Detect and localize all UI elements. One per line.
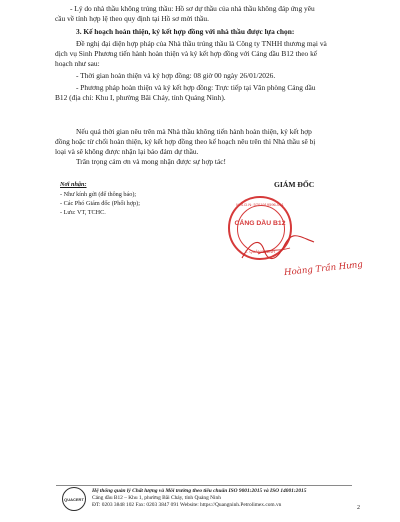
time-line: - Thời gian hoàn thiện và ký hợp đồng: 08 giờ 00 ngày 26/01/2026. [76, 71, 276, 80]
paragraph-line: loại và sẽ không được nhận lại bảo đảm dự thầu. [55, 147, 199, 156]
thanks-line: Trân trọng cảm ơn và mong nhận được sự hợp tác! [76, 157, 227, 166]
page-number: 2 [357, 505, 360, 511]
footer-divider [56, 485, 352, 486]
footer-address: Cảng dầu B12 – Khu 1, phường Bãi Cháy, tỉnh Quảng Ninh [92, 495, 221, 501]
reason-line-2: cầu về tính hợp lệ theo quy định tại Hồ sơ mời thầu. [55, 14, 209, 23]
recipient-item: - Như kính gửi (để thông báo); [60, 191, 137, 198]
recipients-title: Nơi nhận: [60, 181, 87, 188]
handwritten-signature [238, 232, 318, 264]
quacert-logo: QUACERT [62, 487, 86, 511]
paragraph-line: đồng hoặc từ chối hoàn thiện, ký kết hợp đồng theo kế hoạch nêu trên thì Nhà thầu sẽ bị [55, 137, 316, 146]
method-line-2: B12 (địa chỉ: Khu I, phường Bãi Cháy, tỉnh Quảng Ninh). [55, 93, 226, 102]
section-3-heading: 3. Kế hoạch hoàn thiện, ký kết hợp đồng với nhà thầu được lựa chọn: [76, 27, 295, 36]
paragraph-line: dịch vụ Sinh Phương tiến hành hoàn thiện và ký kết hợp đồng với Cảng dầu B12 theo kế [55, 49, 318, 58]
reason-line-1: - Lý do nhà thầu không trúng thầu: Hồ sơ dự thầu của nhà thầu không đáp ứng yêu [70, 4, 315, 13]
signer-name: Hoàng Trần Hưng [283, 259, 364, 279]
footer-contact: ĐT: 0203 3848 102 Fax: 0203 3847 091 Website: https://Quangninh.Petrolimex.com.vn [92, 502, 282, 508]
paragraph-line: Đề nghị đại diện hợp pháp của Nhà thầu trúng thầu là Công ty TNHH thương mại và [76, 39, 327, 48]
signer-role: GIÁM ĐỐC [274, 180, 315, 189]
stamp-name: CẢNG DẦU B12 [234, 220, 286, 227]
stamp-region: T. QUẢNG NINH [245, 249, 275, 254]
recipient-item: - Lưu: VT, TCHC. [60, 209, 106, 216]
method-line-1: - Phương pháp hoàn thiện và ký kết hợp đồng: Trực tiếp tại Văn phòng Cảng dầu [76, 83, 316, 92]
footer-iso: Hệ thống quản lý Chất lượng và Môi trường theo tiêu chuẩn ISO 9001:2015 và ISO 14001:2015 [92, 488, 307, 494]
recipient-item: - Các Phó Giám đốc (Phối hợp); [60, 200, 140, 207]
stamp-code: M.S.D.N: 5701919596-001 [236, 202, 284, 207]
paragraph-line: Nếu quá thời gian nêu trên mà Nhà thầu không tiến hành hoàn thiện, ký kết hợp [76, 127, 312, 136]
paragraph-line: hoạch như sau: [55, 59, 100, 68]
